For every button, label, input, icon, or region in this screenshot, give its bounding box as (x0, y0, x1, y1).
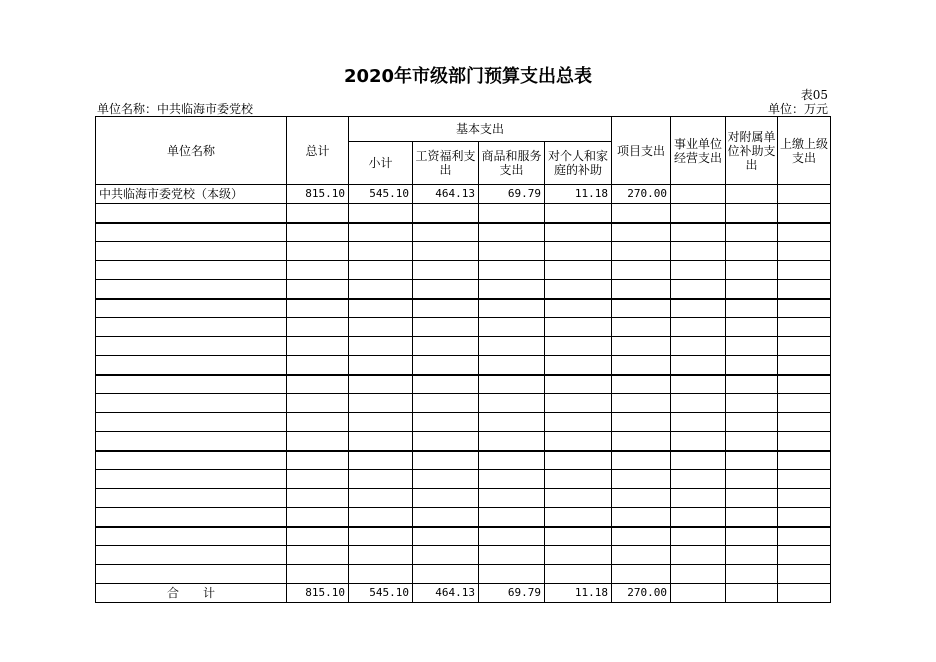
cell-subtotal (349, 223, 413, 242)
cell-wages (413, 394, 479, 413)
cell-subtotal (349, 413, 413, 432)
cell-goods (479, 299, 545, 318)
cell-project (612, 565, 671, 584)
table-row-empty (96, 299, 831, 318)
cell-subsidy (726, 394, 778, 413)
cell-remit (778, 508, 831, 527)
header-project-expenditure: 项目支出 (612, 117, 671, 185)
cell-personal (545, 432, 612, 451)
cell-project (612, 489, 671, 508)
cell-project (612, 527, 671, 546)
cell-subsidy (726, 261, 778, 280)
cell-wages (413, 356, 479, 375)
cell-subtotal (349, 204, 413, 223)
cell-wages (413, 299, 479, 318)
cell-total (287, 394, 349, 413)
cell-name (96, 223, 287, 242)
cell-business (671, 546, 726, 565)
header-goods-services: 商品和服务支出 (479, 142, 545, 185)
cell-subsidy (726, 508, 778, 527)
cell-wages (413, 242, 479, 261)
cell-personal (545, 508, 612, 527)
cell-goods (479, 565, 545, 584)
cell-remit (778, 565, 831, 584)
cell-goods (479, 242, 545, 261)
cell-wages (413, 489, 479, 508)
cell-total (287, 527, 349, 546)
cell-business (671, 337, 726, 356)
cell-name (96, 261, 287, 280)
cell-remit (778, 375, 831, 394)
cell-subsidy (726, 375, 778, 394)
cell-name (96, 565, 287, 584)
cell-subsidy (726, 318, 778, 337)
header-personal-subsidy: 对个人和家庭的补助 (545, 142, 612, 185)
cell-wages (413, 508, 479, 527)
table-row-empty (96, 375, 831, 394)
cell-name (96, 280, 287, 299)
currency-unit-label: 单位：万元 (767, 102, 828, 116)
table-row-empty (96, 261, 831, 280)
cell-goods (479, 356, 545, 375)
table-row-empty (96, 489, 831, 508)
cell-personal (545, 337, 612, 356)
cell-total (287, 242, 349, 261)
cell-subsidy (726, 337, 778, 356)
cell-business (671, 280, 726, 299)
table-row-empty (96, 546, 831, 565)
cell-remit (778, 527, 831, 546)
cell-goods (479, 527, 545, 546)
cell-personal (545, 413, 612, 432)
cell-name (96, 451, 287, 470)
header-subsidy-expenditure: 对附属单位补助支出 (726, 117, 778, 185)
cell-project (612, 337, 671, 356)
cell-subtotal (349, 242, 413, 261)
cell-personal (545, 565, 612, 584)
cell-wages (413, 565, 479, 584)
cell-total (287, 223, 349, 242)
cell-business (671, 204, 726, 223)
cell-wages (413, 318, 479, 337)
cell-personal (545, 356, 612, 375)
cell-project (612, 508, 671, 527)
cell-subtotal (349, 375, 413, 394)
cell-total (287, 413, 349, 432)
cell-remit (778, 489, 831, 508)
cell-goods (479, 223, 545, 242)
cell-subtotal (349, 356, 413, 375)
cell-project (612, 356, 671, 375)
cell-remit (778, 470, 831, 489)
cell-personal (545, 280, 612, 299)
cell-name (96, 299, 287, 318)
table-row (96, 185, 831, 204)
cell-wages (413, 204, 479, 223)
cell-name (96, 318, 287, 337)
cell-personal (545, 242, 612, 261)
cell-project (612, 299, 671, 318)
cell-goods (479, 489, 545, 508)
cell-total (287, 489, 349, 508)
cell-total (287, 375, 349, 394)
cell-name (96, 394, 287, 413)
budget-table (95, 116, 831, 603)
cell-remit (778, 242, 831, 261)
cell-goods (479, 546, 545, 565)
cell-subtotal (349, 299, 413, 318)
cell-total (287, 546, 349, 565)
total-row (96, 584, 831, 603)
cell-name (96, 242, 287, 261)
cell-remit (778, 185, 831, 204)
cell-subtotal (349, 280, 413, 299)
cell-remit (778, 584, 831, 603)
cell-project (612, 546, 671, 565)
cell-subsidy (726, 223, 778, 242)
cell-total (287, 451, 349, 470)
header-business-expenditure: 事业单位经营支出 (671, 117, 726, 185)
cell-subsidy (726, 546, 778, 565)
cell-subtotal (349, 318, 413, 337)
table-row-empty (96, 565, 831, 584)
cell-personal (545, 204, 612, 223)
cell-goods (479, 375, 545, 394)
cell-name (96, 527, 287, 546)
cell-subtotal (349, 565, 413, 584)
page-title: 2020年市级部门预算支出总表 (343, 66, 593, 87)
cell-personal (545, 489, 612, 508)
cell-name (96, 546, 287, 565)
cell-name (96, 337, 287, 356)
cell-subsidy (726, 489, 778, 508)
cell-business (671, 318, 726, 337)
cell-total (287, 299, 349, 318)
cell-wages (413, 223, 479, 242)
cell-business (671, 527, 726, 546)
cell-subsidy (726, 204, 778, 223)
cell-business (671, 508, 726, 527)
cell-total (287, 261, 349, 280)
cell-total (287, 565, 349, 584)
cell-remit (778, 204, 831, 223)
cell-name (96, 375, 287, 394)
cell-business (671, 413, 726, 432)
cell-subtotal (349, 489, 413, 508)
cell-personal (545, 470, 612, 489)
cell-wages (413, 375, 479, 394)
cell-subtotal (349, 261, 413, 280)
cell-subsidy (726, 470, 778, 489)
cell-project (612, 375, 671, 394)
cell-name: 合 计 (96, 584, 287, 603)
table-row-empty (96, 413, 831, 432)
cell-wages (413, 546, 479, 565)
cell-total: 815.10 (287, 185, 349, 204)
cell-subtotal (349, 337, 413, 356)
cell-subtotal (349, 508, 413, 527)
cell-subsidy (726, 280, 778, 299)
cell-business (671, 394, 726, 413)
table-row-empty (96, 394, 831, 413)
cell-personal (545, 299, 612, 318)
cell-total (287, 318, 349, 337)
table-row-empty (96, 280, 831, 299)
cell-goods (479, 470, 545, 489)
cell-business (671, 432, 726, 451)
cell-remit (778, 337, 831, 356)
cell-name (96, 204, 287, 223)
cell-total (287, 432, 349, 451)
cell-personal (545, 375, 612, 394)
cell-subtotal (349, 470, 413, 489)
cell-remit (778, 394, 831, 413)
cell-subtotal: 545.10 (349, 584, 413, 603)
cell-project (612, 280, 671, 299)
cell-project (612, 223, 671, 242)
cell-remit (778, 299, 831, 318)
cell-name: 中共临海市委党校（本级） (96, 185, 287, 204)
cell-name (96, 470, 287, 489)
table-row-empty (96, 432, 831, 451)
cell-wages (413, 451, 479, 470)
cell-project (612, 318, 671, 337)
cell-total (287, 337, 349, 356)
cell-wages (413, 280, 479, 299)
cell-total (287, 470, 349, 489)
cell-remit (778, 432, 831, 451)
cell-wages (413, 527, 479, 546)
cell-subsidy (726, 299, 778, 318)
cell-subtotal (349, 394, 413, 413)
cell-personal (545, 223, 612, 242)
cell-subsidy (726, 584, 778, 603)
cell-goods (479, 413, 545, 432)
table-number: 表05 (800, 88, 828, 102)
cell-remit (778, 261, 831, 280)
cell-subsidy (726, 356, 778, 375)
header-row-1 (96, 117, 831, 142)
cell-project (612, 413, 671, 432)
cell-wages: 464.13 (413, 584, 479, 603)
table-row-empty (96, 451, 831, 470)
cell-goods (479, 432, 545, 451)
cell-business (671, 470, 726, 489)
cell-total: 815.10 (287, 584, 349, 603)
cell-goods (479, 337, 545, 356)
table-row-empty (96, 508, 831, 527)
cell-project (612, 261, 671, 280)
table-row-empty (96, 242, 831, 261)
cell-subtotal (349, 432, 413, 451)
cell-business (671, 223, 726, 242)
cell-business (671, 356, 726, 375)
cell-remit (778, 280, 831, 299)
cell-name (96, 508, 287, 527)
cell-subsidy (726, 185, 778, 204)
cell-subtotal (349, 546, 413, 565)
cell-personal: 11.18 (545, 185, 612, 204)
cell-wages (413, 470, 479, 489)
cell-total (287, 356, 349, 375)
cell-wages: 464.13 (413, 185, 479, 204)
cell-remit (778, 318, 831, 337)
cell-business (671, 261, 726, 280)
cell-goods (479, 280, 545, 299)
cell-project (612, 204, 671, 223)
cell-business (671, 299, 726, 318)
cell-wages (413, 432, 479, 451)
cell-personal (545, 318, 612, 337)
cell-business (671, 489, 726, 508)
cell-business (671, 584, 726, 603)
cell-goods (479, 318, 545, 337)
cell-subtotal (349, 527, 413, 546)
cell-total (287, 204, 349, 223)
cell-project (612, 394, 671, 413)
cell-subsidy (726, 413, 778, 432)
cell-personal (545, 546, 612, 565)
cell-subtotal (349, 451, 413, 470)
cell-project: 270.00 (612, 185, 671, 204)
header-total: 总计 (287, 117, 349, 185)
cell-business (671, 242, 726, 261)
table-row-empty (96, 223, 831, 242)
cell-project (612, 470, 671, 489)
header-remit-expenditure: 上缴上级支出 (778, 117, 831, 185)
cell-personal: 11.18 (545, 584, 612, 603)
cell-remit (778, 356, 831, 375)
cell-goods (479, 451, 545, 470)
cell-remit (778, 413, 831, 432)
cell-subsidy (726, 527, 778, 546)
cell-business (671, 185, 726, 204)
cell-goods (479, 508, 545, 527)
cell-remit (778, 223, 831, 242)
cell-project (612, 432, 671, 451)
cell-total (287, 508, 349, 527)
cell-remit (778, 546, 831, 565)
cell-subsidy (726, 565, 778, 584)
cell-project: 270.00 (612, 584, 671, 603)
cell-goods (479, 394, 545, 413)
header-wages: 工资福利支出 (413, 142, 479, 185)
cell-total (287, 280, 349, 299)
cell-business (671, 451, 726, 470)
header-unit-name: 单位名称 (96, 117, 287, 185)
cell-goods (479, 204, 545, 223)
cell-subtotal: 545.10 (349, 185, 413, 204)
table-row-empty (96, 527, 831, 546)
cell-personal (545, 394, 612, 413)
cell-goods (479, 261, 545, 280)
cell-wages (413, 337, 479, 356)
table-row-empty (96, 337, 831, 356)
table-row-empty (96, 356, 831, 375)
cell-subsidy (726, 242, 778, 261)
cell-wages (413, 413, 479, 432)
cell-name (96, 432, 287, 451)
header-subtotal: 小计 (349, 142, 413, 185)
unit-name-label: 单位名称：中共临海市委党校 (97, 102, 254, 116)
cell-personal (545, 451, 612, 470)
table-row-empty (96, 204, 831, 223)
cell-goods: 69.79 (479, 584, 545, 603)
cell-project (612, 451, 671, 470)
header-basic-expenditure: 基本支出 (349, 117, 612, 142)
table-row-empty (96, 318, 831, 337)
cell-name (96, 356, 287, 375)
cell-subsidy (726, 432, 778, 451)
cell-personal (545, 261, 612, 280)
cell-subsidy (726, 451, 778, 470)
cell-wages (413, 261, 479, 280)
cell-project (612, 242, 671, 261)
cell-name (96, 489, 287, 508)
table-row-empty (96, 470, 831, 489)
cell-name (96, 413, 287, 432)
cell-business (671, 375, 726, 394)
cell-remit (778, 451, 831, 470)
cell-business (671, 565, 726, 584)
cell-goods: 69.79 (479, 185, 545, 204)
cell-personal (545, 527, 612, 546)
